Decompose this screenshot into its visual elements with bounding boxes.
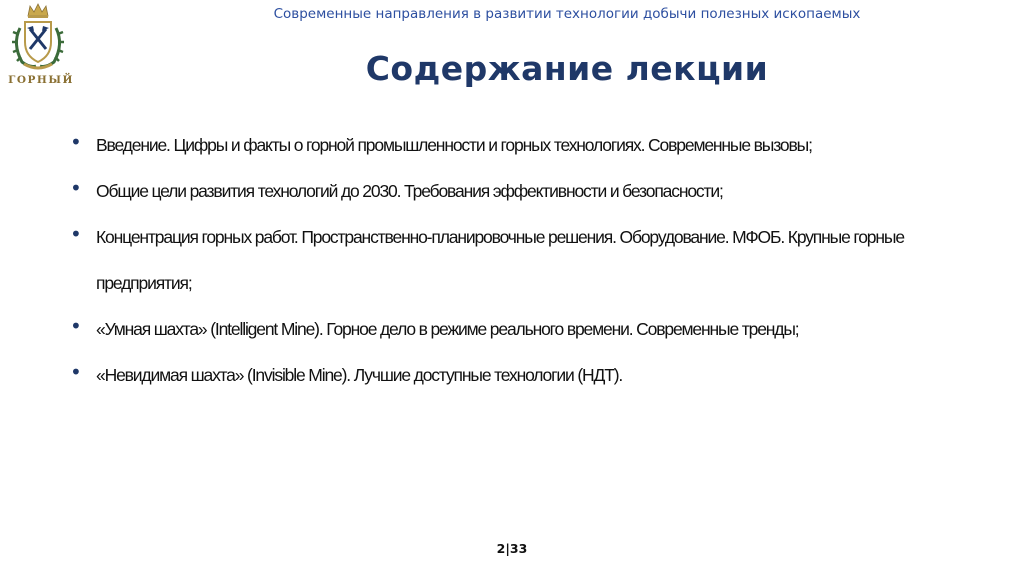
list-item-text: «Умная шахта» (Intelligent Mine). Горное дело в режиме реального времени. Современные тренды; bbox=[96, 319, 799, 339]
bullet-icon: • bbox=[70, 130, 82, 154]
contents-list bbox=[68, 122, 978, 398]
course-title: Современные направления в развитии технологии добычи полезных ископаемых bbox=[273, 6, 861, 22]
list-item bbox=[68, 352, 978, 398]
list-item-text: Общие цели развития технологий до 2030. Требования эффективности и безопасности; bbox=[96, 181, 723, 201]
list-item bbox=[68, 122, 978, 168]
logo-text: ГОРНЫЙ bbox=[8, 74, 74, 86]
bullet-icon: • bbox=[70, 360, 82, 384]
page-number: 2|33 bbox=[496, 541, 528, 556]
list-item bbox=[68, 306, 978, 352]
list-item bbox=[68, 214, 978, 306]
list-item bbox=[68, 168, 978, 214]
list-item-text: Введение. Цифры и факты о горной промышленности и горных технологиях. Современные вызовы; bbox=[96, 135, 812, 155]
slide-title: Содержание лекции bbox=[365, 49, 769, 88]
bullet-icon: • bbox=[70, 176, 82, 200]
bullet-icon: • bbox=[70, 314, 82, 338]
list-item-text: Концентрация горных работ. Пространственно-планировочные решения. Оборудование. МФОБ. Крупные горные предприятия; bbox=[96, 227, 904, 293]
bullet-icon: • bbox=[70, 222, 82, 246]
list-item-text: «Невидимая шахта» (Invisible Mine). Лучшие доступные технологии (НДТ). bbox=[96, 365, 623, 385]
